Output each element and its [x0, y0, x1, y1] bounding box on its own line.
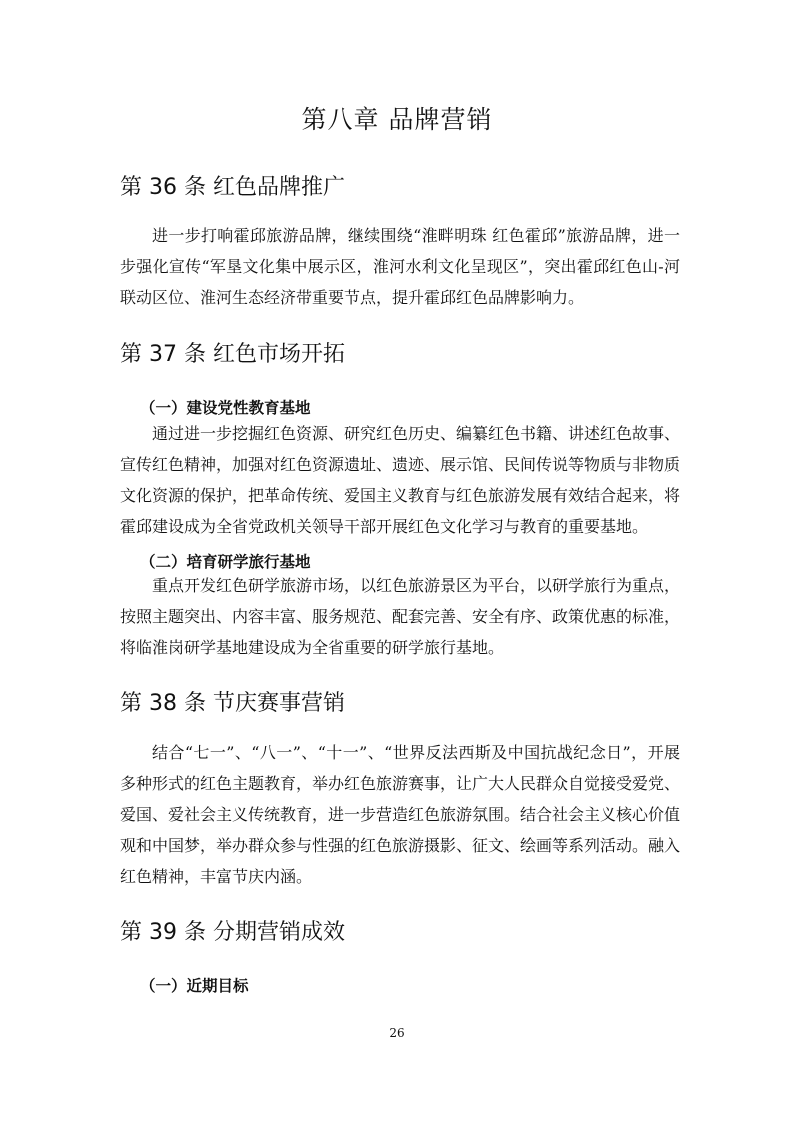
chapter-title: 第八章 品牌营销: [301, 105, 493, 134]
article-39-heading: 第 39 条 分期营销成效: [120, 920, 345, 945]
article-37-section-2-heading: （二）培育研学旅行基地: [140, 553, 311, 571]
article-38-paragraph: 结合“七一”、“八一”、“十一”、“世界反法西斯及中国抗战纪念日”，开展多种形式的红色主题教育，举办红色旅游赛事，让广大人民群众自觉接受爱党、爱国、爱社会主义传统教育，进一步营造红色旅游氛围。结合社会主义核心价值观和中国梦，举办群众参与性强的红色旅游摄影、征文、绘画等系列活动。融入红色精神，丰富节庆内涵。: [120, 743, 681, 886]
article-37-section-1-paragraph: 通过进一步挖掘红色资源、研究红色历史、编纂红色书籍、讲述红色故事、宣传红色精神，加强对红色资源遗址、遗迹、展示馆、民间传说等物质与非物质文化资源的保护，把革命传统、爱国主义教育与红色旅游发展有效结合起来，将霍邱建设成为全省党政机关领导干部开展红色文化学习与教育的重要基地。: [120, 424, 681, 536]
article-37-section-2-paragraph: 重点开发红色研学旅游市场，以红色旅游景区为平台，以研学旅行为重点，按照主题突出、内容丰富、服务规范、配套完善、安全有序、政策优惠的标准，将临淮岗研学基地建设成为全省重要的研学旅行基地。: [120, 576, 681, 657]
page-number: 26: [389, 1026, 405, 1040]
article-38-heading: 第 38 条 节庆赛事营销: [120, 691, 345, 716]
article-36-heading: 第 36 条 红色品牌推广: [120, 175, 345, 200]
article-36-paragraph: 进一步打响霍邱旅游品牌，继续围绕“淮畔明珠 红色霍邱”旅游品牌，进一步强化宣传“军垦文化集中展示区，淮河水利文化呈现区”，突出霍邱红色山-河联动区位、淮河生态经济带重要节点，提升霍邱红色品牌影响力。: [120, 226, 680, 307]
article-39-section-1-heading: （一）近期目标: [140, 977, 249, 995]
article-37-section-1-heading: （一）建设党性教育基地: [140, 399, 311, 417]
article-37-heading: 第 37 条 红色市场开拓: [120, 342, 345, 367]
